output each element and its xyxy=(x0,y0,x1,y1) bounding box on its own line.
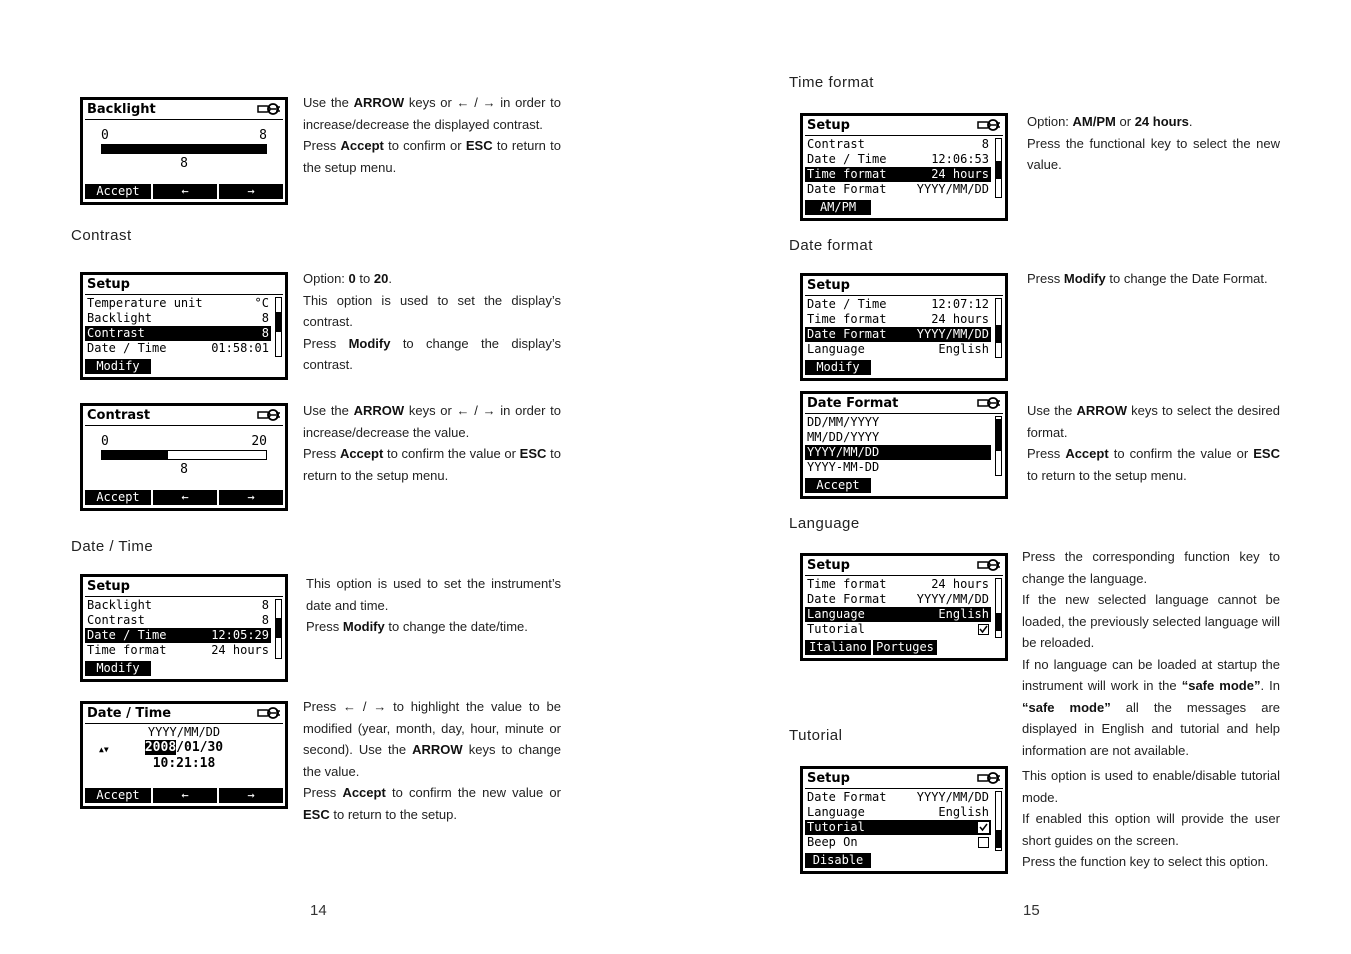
backlight-description: Use the ARROW keys or ← / → in order to increase/decrease the displayed contrast. Press Accept to confirm or ESC to return to the setup menu. xyxy=(303,95,561,175)
modify-softkey[interactable]: Modify xyxy=(85,359,151,374)
left-arrow-softkey[interactable]: ← xyxy=(153,184,217,199)
title-divider xyxy=(805,135,1003,136)
menu-row[interactable]: Backlight 8 xyxy=(87,311,269,325)
language-description: Press the corresponding function key to change the language. If the new selected language cannot be loaded, the previously selected language will be reloaded. If no language can be loaded at startup the instrument will work in the “safe mode”. In “safe mode” all the messages are displayed in English and tutorial and help information are not available. xyxy=(1022,549,1281,758)
title-divider xyxy=(805,295,1003,296)
scrollbar-thumb[interactable] xyxy=(276,618,281,638)
disable-softkey[interactable]: Disable xyxy=(805,853,871,868)
title-divider xyxy=(85,596,283,597)
screen-title: Date Format xyxy=(807,396,899,411)
plug-icon xyxy=(977,118,1001,132)
level-bar-fill xyxy=(102,145,266,153)
datetime-heading: Date / Time xyxy=(71,538,154,555)
menu-row[interactable]: Contrast 8 xyxy=(807,137,989,151)
menu-row[interactable]: Date / Time 01:58:01 xyxy=(87,341,269,355)
scrollbar-thumb[interactable] xyxy=(996,161,1001,179)
level-bar xyxy=(101,450,267,460)
modify-softkey[interactable]: Modify xyxy=(85,661,151,676)
plug-icon xyxy=(977,771,1001,785)
scrollbar-thumb[interactable] xyxy=(996,325,1001,343)
menu-row[interactable]: Time format 24 hours xyxy=(807,577,989,591)
tutorial-heading: Tutorial xyxy=(789,727,843,744)
contrast-heading: Contrast xyxy=(71,227,132,244)
menu-row[interactable]: Contrast 8 xyxy=(87,613,269,627)
menu-row[interactable]: Date Format YYYY/MM/DD xyxy=(807,592,989,606)
level-bar xyxy=(101,144,267,154)
timeformat-description: Option: AM/PM or 24 hours. Press the functional key to select the new value. xyxy=(1027,114,1280,172)
page-number-left: 14 xyxy=(310,902,327,919)
screen-title: Setup xyxy=(87,579,130,594)
datetime-adjust-screen xyxy=(80,701,288,809)
time-value[interactable]: 10:21:18 xyxy=(152,756,216,771)
scrollbar-thumb[interactable] xyxy=(276,312,281,332)
scrollbar[interactable] xyxy=(995,298,1002,358)
menu-row[interactable]: Date Format YYYY/MM/DD xyxy=(807,790,989,804)
language-setup-screen xyxy=(800,553,1008,661)
right-arrow-softkey[interactable]: → xyxy=(219,788,283,803)
scrollbar[interactable] xyxy=(995,578,1002,638)
option-row-selected[interactable]: YYYY/MM/DD xyxy=(805,445,991,460)
menu-row[interactable]: Date / Time 12:06:53 xyxy=(807,152,989,166)
scrollbar[interactable] xyxy=(275,599,282,659)
menu-row[interactable]: Tutorial xyxy=(805,622,991,637)
modify-softkey[interactable]: Modify xyxy=(805,360,871,375)
scrollbar[interactable] xyxy=(995,791,1002,851)
screen-title: Date / Time xyxy=(87,706,172,721)
page-number-right: 15 xyxy=(1023,902,1040,919)
scrollbar[interactable] xyxy=(995,138,1002,198)
accept-softkey[interactable]: Accept xyxy=(85,184,151,199)
tutorial-description: This option is used to enable/disable tutorial mode. If enabled this option will provide the user short guides on the screen. Press the function key to select this option. xyxy=(1022,768,1280,869)
dateformat-select-description: Use the ARROW keys to select the desired format. Press Accept to confirm the value or ESC to return to the setup menu. xyxy=(1027,403,1280,483)
dateformat-select-screen xyxy=(800,391,1008,499)
title-divider xyxy=(85,723,283,724)
tutorial-setup-screen xyxy=(800,766,1008,874)
language-heading: Language xyxy=(789,515,860,532)
screen-title: Setup xyxy=(807,278,850,293)
menu-row-selected[interactable]: Date / Time 12:05:29 xyxy=(87,628,269,642)
screen-title: Contrast xyxy=(87,408,151,423)
scrollbar[interactable] xyxy=(995,416,1002,476)
menu-row[interactable]: Beep On xyxy=(805,835,991,850)
menu-row[interactable]: Backlight 8 xyxy=(87,598,269,612)
contrast-setup-description: Option: 0 to 20. This option is used to set the display’s contrast. Press Modify to change the display’s contrast. xyxy=(303,271,561,372)
scrollbar-thumb[interactable] xyxy=(996,613,1001,631)
up-down-icon: ▲▼ xyxy=(99,745,109,754)
date-format-label: YYYY/MM/DD xyxy=(147,725,221,739)
plug-icon xyxy=(257,408,281,422)
value-label: 8 xyxy=(180,156,188,171)
screen-title: Setup xyxy=(807,558,850,573)
title-divider xyxy=(805,575,1003,576)
level-bar-fill xyxy=(102,451,168,459)
contrast-adjust-screen xyxy=(80,403,288,511)
year-highlight[interactable]: 2008 xyxy=(144,740,177,755)
timeformat-setup-screen xyxy=(800,113,1008,221)
timeformat-heading: Time format xyxy=(789,74,874,91)
menu-row[interactable]: Language English xyxy=(807,805,989,819)
screen-title: Setup xyxy=(807,118,850,133)
screen-title: Setup xyxy=(807,771,850,786)
contrast-setup-screen xyxy=(80,272,288,380)
checkbox-empty-icon[interactable] xyxy=(978,837,989,848)
dateformat-heading: Date format xyxy=(789,237,873,254)
left-arrow-softkey[interactable]: ← xyxy=(153,490,217,505)
range-min: 0 xyxy=(101,128,109,143)
plug-icon xyxy=(977,396,1001,410)
backlight-screen xyxy=(80,97,288,205)
checkbox-checked-icon[interactable] xyxy=(978,822,989,833)
option-row[interactable]: MM/DD/YYYY xyxy=(807,430,880,444)
portuges-softkey[interactable]: Portuges xyxy=(873,640,937,655)
accept-softkey[interactable]: Accept xyxy=(85,490,151,505)
title-divider xyxy=(85,119,283,120)
menu-row-selected[interactable]: Date Format YYYY/MM/DD xyxy=(807,327,989,341)
range-max: 20 xyxy=(251,434,267,449)
menu-row-selected[interactable]: Time format 24 hours xyxy=(807,167,989,181)
right-arrow-softkey[interactable]: → xyxy=(219,184,283,199)
option-row[interactable]: YYYY-MM-DD xyxy=(807,460,880,474)
title-divider xyxy=(805,413,1003,414)
ampm-softkey[interactable]: AM/PM xyxy=(805,200,871,215)
menu-row-selected[interactable]: Language English xyxy=(807,607,989,621)
plug-icon xyxy=(257,706,281,720)
dateformat-setup-screen xyxy=(800,273,1008,381)
checkbox-checked-icon[interactable] xyxy=(978,624,989,635)
italiano-softkey[interactable]: Italiano xyxy=(805,640,871,655)
range-max: 8 xyxy=(259,128,267,143)
menu-row[interactable]: Time format 24 hours xyxy=(87,643,269,657)
accept-softkey[interactable]: Accept xyxy=(85,788,151,803)
title-divider xyxy=(805,788,1003,789)
accept-softkey[interactable]: Accept xyxy=(805,478,871,493)
datetime-setup-description: This option is used to set the instrument’s date and time. Press Modify to change the date/time. xyxy=(306,576,561,634)
range-min: 0 xyxy=(101,434,109,449)
screen-title: Setup xyxy=(87,277,130,292)
title-divider xyxy=(85,294,283,295)
value-label: 8 xyxy=(180,462,188,477)
date-value[interactable]: 2008/01/30 xyxy=(144,740,224,755)
dateformat-setup-description: Press Modify to change the Date Format. xyxy=(1027,271,1268,286)
scrollbar[interactable] xyxy=(275,297,282,357)
menu-row[interactable]: Date / Time 12:07:12 xyxy=(807,297,989,311)
contrast-adjust-description: Use the ARROW keys or ← / → in order to increase/decrease the value. Press Accept to confirm the value or ESC to return to the setup menu. xyxy=(303,403,561,483)
menu-row[interactable]: Temperature unit °C xyxy=(87,296,269,310)
scrollbar-thumb[interactable] xyxy=(996,419,1001,451)
menu-row[interactable]: Date Format YYYY/MM/DD xyxy=(807,182,989,196)
menu-row-selected[interactable]: Contrast 8 xyxy=(87,326,269,340)
datetime-setup-screen xyxy=(80,574,288,682)
menu-row-selected[interactable]: Tutorial xyxy=(805,820,991,835)
screen-title: Backlight xyxy=(87,102,156,117)
plug-icon xyxy=(257,102,281,116)
right-arrow-softkey[interactable]: → xyxy=(219,490,283,505)
plug-icon xyxy=(977,558,1001,572)
datetime-adjust-description: Press ← / → to highlight the value to be modified (year, month, day, hour, minute or second). Use the ARROW keys to change the value. Press Accept to confirm the new value or ESC to return to the setup. xyxy=(303,699,561,822)
option-row[interactable]: DD/MM/YYYY xyxy=(807,415,880,429)
scrollbar-thumb[interactable] xyxy=(996,830,1001,848)
title-divider xyxy=(85,425,283,426)
menu-row[interactable]: Time format 24 hours xyxy=(807,312,989,326)
menu-row[interactable]: Language English xyxy=(807,342,989,356)
left-arrow-softkey[interactable]: ← xyxy=(153,788,217,803)
